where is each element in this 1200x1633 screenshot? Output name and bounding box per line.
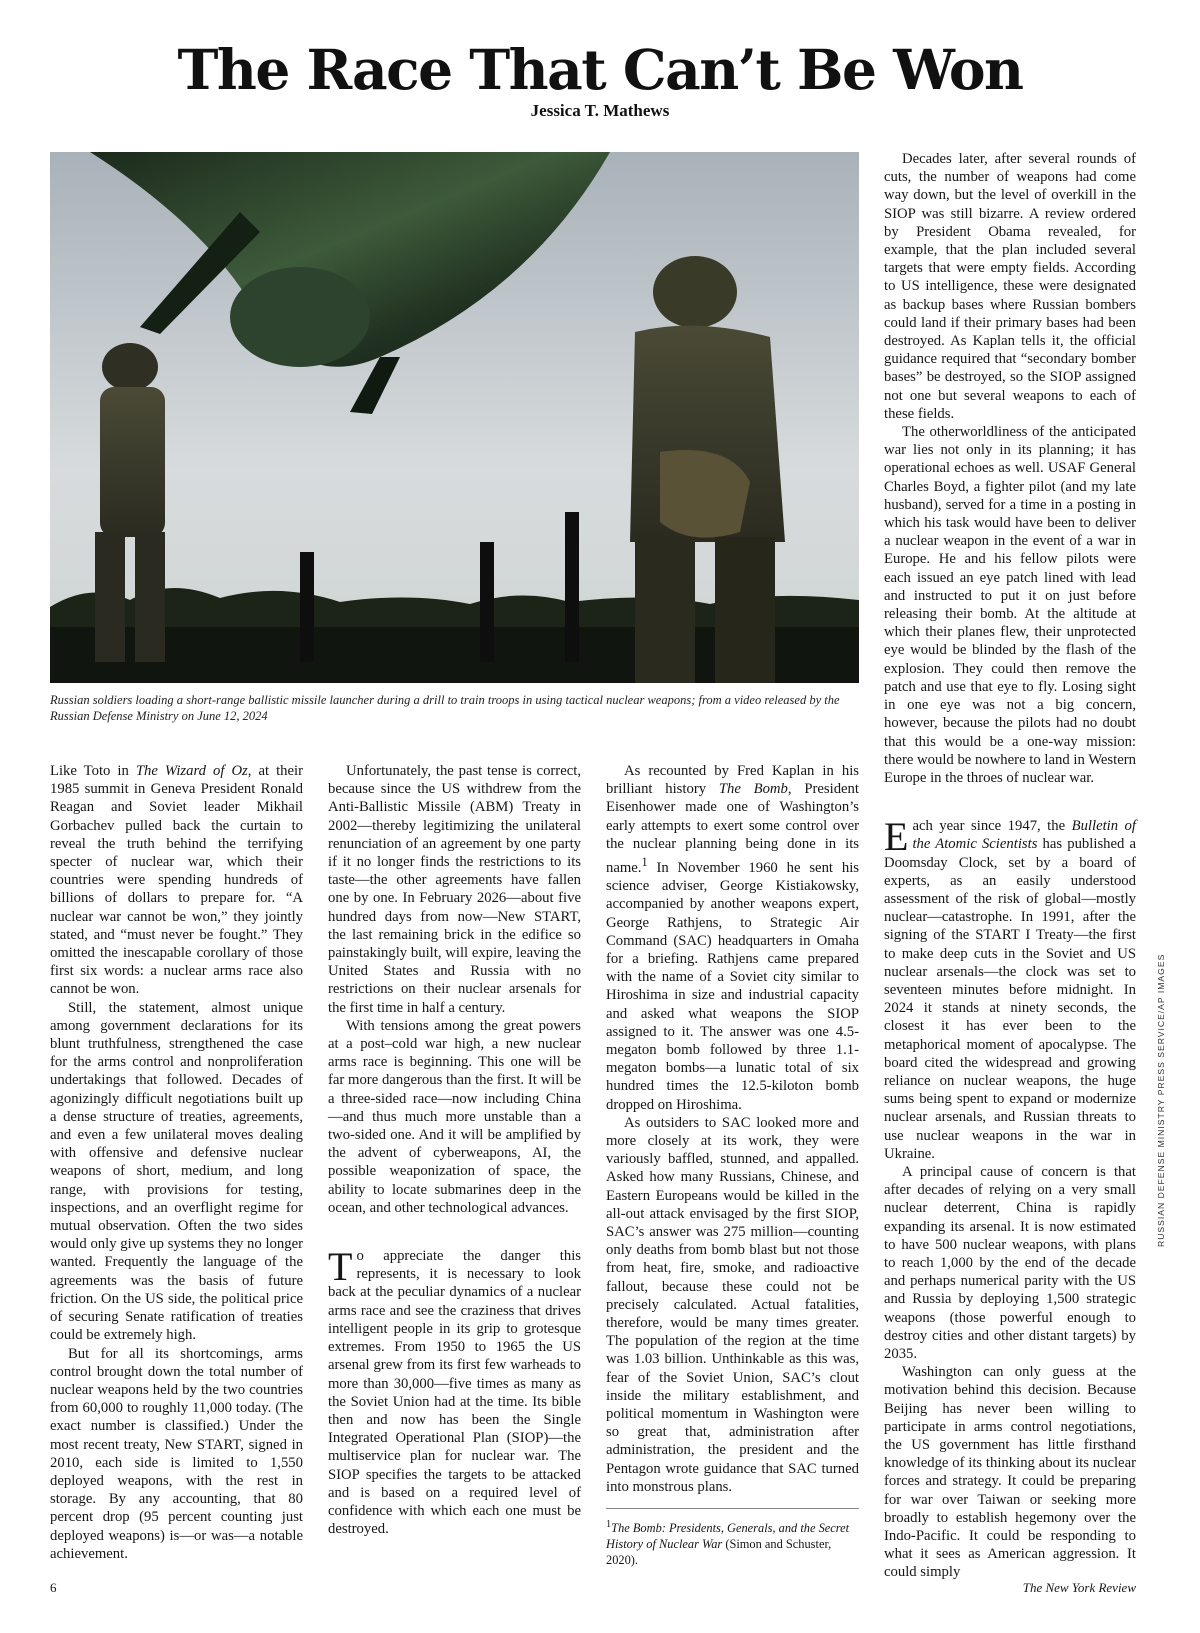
paragraph: Decades later, after several rounds of cuts, the number of weapons had come way down, but the level of overkill in the SIOP was still bizarre. A review ordered by President Obama revealed, for example, that the plan included several targets that were empty fields. According to US intelligence, these were designated as backup bases where Russian bombers could land if their primary bases had been destroyed. As Kaplan tells it, the official guidance required that “secondary bomber bases” be destroyed, so the SIOP assigned not one but several weapons to each of these fields.	[884, 151, 1136, 422]
lead-photo	[50, 152, 859, 683]
paragraph-dropcap: To appreciate the danger this represents, it is necessary to look back at the peculiar dynamics of a nuclear arms race and see the craziness that drives intelligent people in its grip to grotesque extremes. From 1950 to 1965 the US arsenal grew from its first few warheads to more than 30,000—five times as many as the Soviet Union had at the time. Its bible then and now has been the Single Integrated Operational Plan (SIOP)—the multiservice plan for nuclear war. The SIOP specifies the targets to be attacked and is based on a required level of confidence with which each one must be destroyed.	[328, 1244, 581, 1538]
paragraph: With tensions among the great powers at a post–cold war high, a new nuclear arms race is beginning. This one will be far more dangerous than the first. It will be a three-sided race—now including China—and thus much more unstable than a two-sided one. And it will be amplified by the advent of cyberweapons, AI, the possible weaponization of space, the ability to locate submarines deep in the ocean, and other technological advances.	[328, 1017, 581, 1216]
paragraph: Washington can only guess at the motivation behind this decision. Because Beijing has never been willing to participate in arms control negotiations, the US government has little firsthand knowledge of its thinking about its nuclear forces and strategy. It could be preparing for war over Taiwan or seeking more broadly to establish hegemony over the Indo-Pacific. It could be responding to what it sees as American aggression. It could simply	[884, 1364, 1136, 1581]
photo-credit: RUSSIAN DEFENSE MINISTRY PRESS SERVICE/AP IMAGES	[1156, 953, 1166, 1247]
footnote-marker: 1	[641, 855, 648, 870]
paragraph: Like Toto in The Wizard of Oz, at their 1985 summit in Geneva President Ronald Reagan and Soviet leader Mikhail Gorbachev pulled back the curtain to reveal the truth behind the terrifying specter of nuclear war, which their countries were spending hundreds of billions of dollars to prepare for. “A nuclear war cannot be won,” they jointly stated, and “must never be fought.” They omitted the inescapable corollary of those first six words: a nuclear arms race also cannot be won.	[50, 763, 304, 998]
paragraph: But for all its shortcomings, arms control brought down the total number of nuclear weapons held by the two countries from 60,000 to roughly 11,000 today. (The exact number is classified.) Under the most recent treaty, New START, signed in 2010, each side is limited to 1,550 deployed weapons, with the rest in storage. By any accounting, that 80 percent drop (95 percent counting just deployed weapons) is—or was—a notable achievement.	[50, 1345, 303, 1562]
article-column-3	[606, 762, 859, 1568]
byline: Jessica T. Mathews	[530, 101, 670, 120]
paragraph: Still, the statement, almost unique among government declarations for its blunt truthfulness, strengthened the case for the arms control and nonproliferation undertakings that followed. Decades of agonizingly difficult negotiations built up a dense structure of treaties, agreements, and even a few unilateral moves dealing with offensive and defensive nuclear weapons of short, medium, and long range, with provisions for testing, inspections, and an overflight regime for mutual observation. Often the two sides would only give up systems they no longer wanted. Frequently the language of the agreements was the basis of future friction. On the US side, the political price of securing Senate ratification of treaties could be extremely high.	[50, 999, 303, 1344]
publication-name: The New York Review	[1022, 1580, 1136, 1595]
footnote-divider	[606, 1508, 859, 1509]
drop-cap: T	[328, 1244, 353, 1290]
article-column-1	[50, 762, 303, 1563]
paragraph: As recounted by Fred Kaplan in his brilliant history The Bomb, President Eisenhower made one of Washington’s early attempts to exert some control over the nuclear planning being done in its name.$^1$ In November 1960 he sent his science adviser, George Kistiakowsky, accompanied by another weapons expert, George Rathjens, to Strategic Air Command (SAC) headquarters in Omaha for a briefing. Rathjens came prepared with the name of a Soviet city similar to Hiroshima in size and industrial capacity and asked what weapons the SIOP assigned to it. The answer was one 4.5-megaton bomb followed by three 1.1-megaton bombs—a lunatic total of six hundred times the 12.5-kiloton bomb dropped on Hiroshima.	[606, 763, 859, 1113]
paragraph-dropcap: Each year since 1947, the Bulletin of the Atomic Scientists has published a Doomsday Clock, set by a board of experts, as an easily understood assessment of the risk of global—mostly nuclear—catastrophe. In 1991, after the signing of the START I Treaty—the first to make deep cuts in the Soviet and US nuclear arsenals—the clock was set to seventeen minutes before midnight. In 2024 it stands at ninety seconds, the closest it has ever been to the metaphorical moment of apocalypse. The board cited the widespread and growing reliance on nuclear weapons, the huge sums being spent to expand or modernize nuclear arsenals, and Russian threats to use nuclear weapons in the war in Ukraine.	[884, 814, 1136, 1162]
page-number: 6	[50, 1580, 57, 1595]
drop-cap: E	[884, 814, 909, 860]
headline: The Race That Can’t Be Won	[177, 37, 1023, 102]
paragraph: The otherworldliness of the anticipated war lies not only in its planning; it has operational echoes as well. USAF General Charles Boyd, a fighter pilot (and my late husband), served for a time in a posting in which his task would have been to deliver a nuclear weapon in the event of a war in Europe. He and his fellow pilots were each issued an eye patch lined with lead and instructed to put it on just before releasing their bomb. At the altitude at which their planes flew, their unprotected eye would be blinded by the flash of the explosion. They could then remove the patch and use that eye to fly. Losing sight in one eye was not a big concern, however, because the pilots had no doubt that this would be a one-way mission: there would be nowhere to land in Western Europe in the throes of nuclear war.	[884, 424, 1136, 786]
photo-caption: Russian soldiers loading a short-range ballistic missile launcher during a drill to train troops in using tactical nuclear weapons; from a video released by the Russian Defense Ministry on June 12, 2024	[50, 693, 840, 723]
paragraph: As outsiders to SAC looked more and more closely at its work, they were variously baffled, stunned, and appalled. Asked how many Russians, Chinese, and Eastern Europeans would be killed in the all-out attack envisaged by the first SIOP, SAC’s answer was 275 million—counting only deaths from bomb blast but not those from heat, fire, smoke, and radioactive fallout, because these could not be precisely calculated. Actual fatalities, therefore, would be many times greater. The population of the region at the time was 1.03 billion. Unthinkable as this was, fear of the Soviet Union, SAC’s clout inside the military establishment, and political momentum in Washington were so great that, administration after administration, the president and the Pentagon wrote guidance that SAC turned into monstrous plans.	[606, 1114, 859, 1495]
article-column-4	[884, 150, 1136, 1582]
paragraph: A principal cause of concern is that after decades of relying on a very small nuclear deterrent, China is rapidly expanding its arsenal. It is now estimated to have 500 nuclear weapons, with plans to reach 1,000 by the end of the decade and perhaps numerical parity with the US and Russia by deploying 1,500 strategic weapons (those powerful enough to destroy cities and other distant targets) by 2035.	[884, 1163, 1136, 1362]
article-column-2	[328, 762, 581, 1538]
paragraph: Unfortunately, the past tense is correct, because since the US withdrew from the Anti-Ballistic Missile (ABM) Treaty in 2002—thereby legitimizing the unilateral renunciation of an agreement by one party if it no longer finds the restrictions to its taste—the other agreements have fallen one by one. In February 2026—about five hundred days from now—New START, the last remaining brick in the edifice so painstakingly built, will expire, leaving the United States and Russia with no restrictions on their nuclear arsenals for the first time in half a century.	[328, 763, 581, 1016]
footnote: $^1$The Bomb: Presidents, Generals, and the Secret History of Nuclear War (Simon and Schuster, 2020).	[606, 1519, 850, 1568]
